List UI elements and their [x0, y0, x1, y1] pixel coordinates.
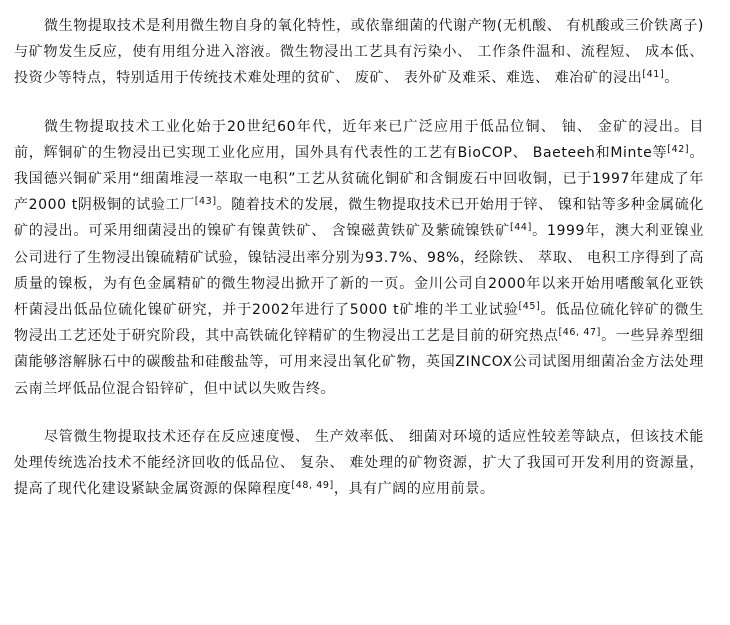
paragraph-2-text-6: 。一些异养型细菌能够溶解脉石中的碳酸盐和硅酸盐等，可用来浸出氧化矿物，英国ZINCOX公司试图用细菌冶金方法处理云南兰坪低品位混合铅锌矿，但中试以失败告终。	[14, 328, 704, 397]
citation-48-49: [48, 49]	[291, 480, 334, 492]
paragraph-2-text-2: 。我国德兴铜矿采用“细菌堆浸一萃取一电积”工艺从贫硫化铜矿和含铜废石中回收铜，已于1997年建成了年产2000 t阴极铜的试验工厂	[14, 144, 704, 214]
paragraph-2	[14, 114, 704, 402]
paragraph-1-text-1: 微生物提取技术是利用微生物自身的氧化特性，或依靠细菌的代谢产物(无机酸、 有机酸或三价铁离子)与矿物发生反应，使有用组分进入溶液。微生物浸出工艺具有污染小、 工作条件温和、流程短、 成本低、 投资少等特点，特别适用于传统技术难处理的贫矿、 废矿、 表外矿及难采、难选、 难冶矿的浸出	[14, 18, 704, 87]
paragraph-3	[14, 424, 704, 503]
paragraph-1	[14, 13, 704, 92]
citation-46-47: [46, 47]	[558, 327, 601, 339]
paragraph-1-text-2: 。	[664, 70, 679, 87]
paragraph-2-text-4: 。1999年，澳大利亚镍业公司进行了生物浸出镍硫精矿试验，镍钴浸出率分别为93.7%、98%，经除铁、 萃取、 电积工序得到了高质量的镍板，为有色金属精矿的微生物浸出掀开了新的一页。金川公司自2000年以来开始用嗜酸氧化亚铁杆菌浸出低品位硫化镍矿研究，并于2002年进行了5000 t矿堆的半工业试验	[14, 223, 704, 319]
citation-45: [45]	[518, 301, 541, 313]
paragraph-2-text-1: 微生物提取技术工业化始于20世纪60年代，近年来已广泛应用于低品位铜、 铀、 金矿的浸出。目前，辉铜矿的生物浸出已实现工业化应用，国外具有代表性的工艺有BioCOP、 Baeteeh和Minte等	[14, 118, 704, 161]
citation-44: [44]	[509, 222, 532, 234]
citation-42: [42]	[667, 143, 690, 155]
paragraph-2-text-3: 。随着技术的发展，微生物提取技术已开始用于锌、 镍和钴等多种金属硫化矿的浸出。可采用细菌浸出的镍矿有镍黄铁矿、 含镍磁黄铁矿及紫硫镍铁矿	[14, 197, 704, 240]
paragraph-3-text-2: ，具有广阔的应用前景。	[333, 481, 495, 498]
paragraph-2-text-5: 。低品位硫化锌矿的微生物浸出工艺还处于研究阶段，其中高铁硫化锌精矿的生物浸出工艺是目前的研究热点	[14, 302, 704, 345]
citation-41: [41]	[642, 69, 665, 81]
document-body	[14, 13, 704, 502]
citation-43: [43]	[194, 196, 217, 208]
paragraph-3-text-1: 尽管微生物提取技术还存在反应速度慢、 生产效率低、 细菌对环境的适应性较差等缺点，但该技术能处理传统选冶技术不能经济回收的低品位、 复杂、 难处理的矿物资源，扩大了我国可开发利用的资源量，提高了现代化建设紧缺金属资源的保障程度	[14, 428, 704, 498]
